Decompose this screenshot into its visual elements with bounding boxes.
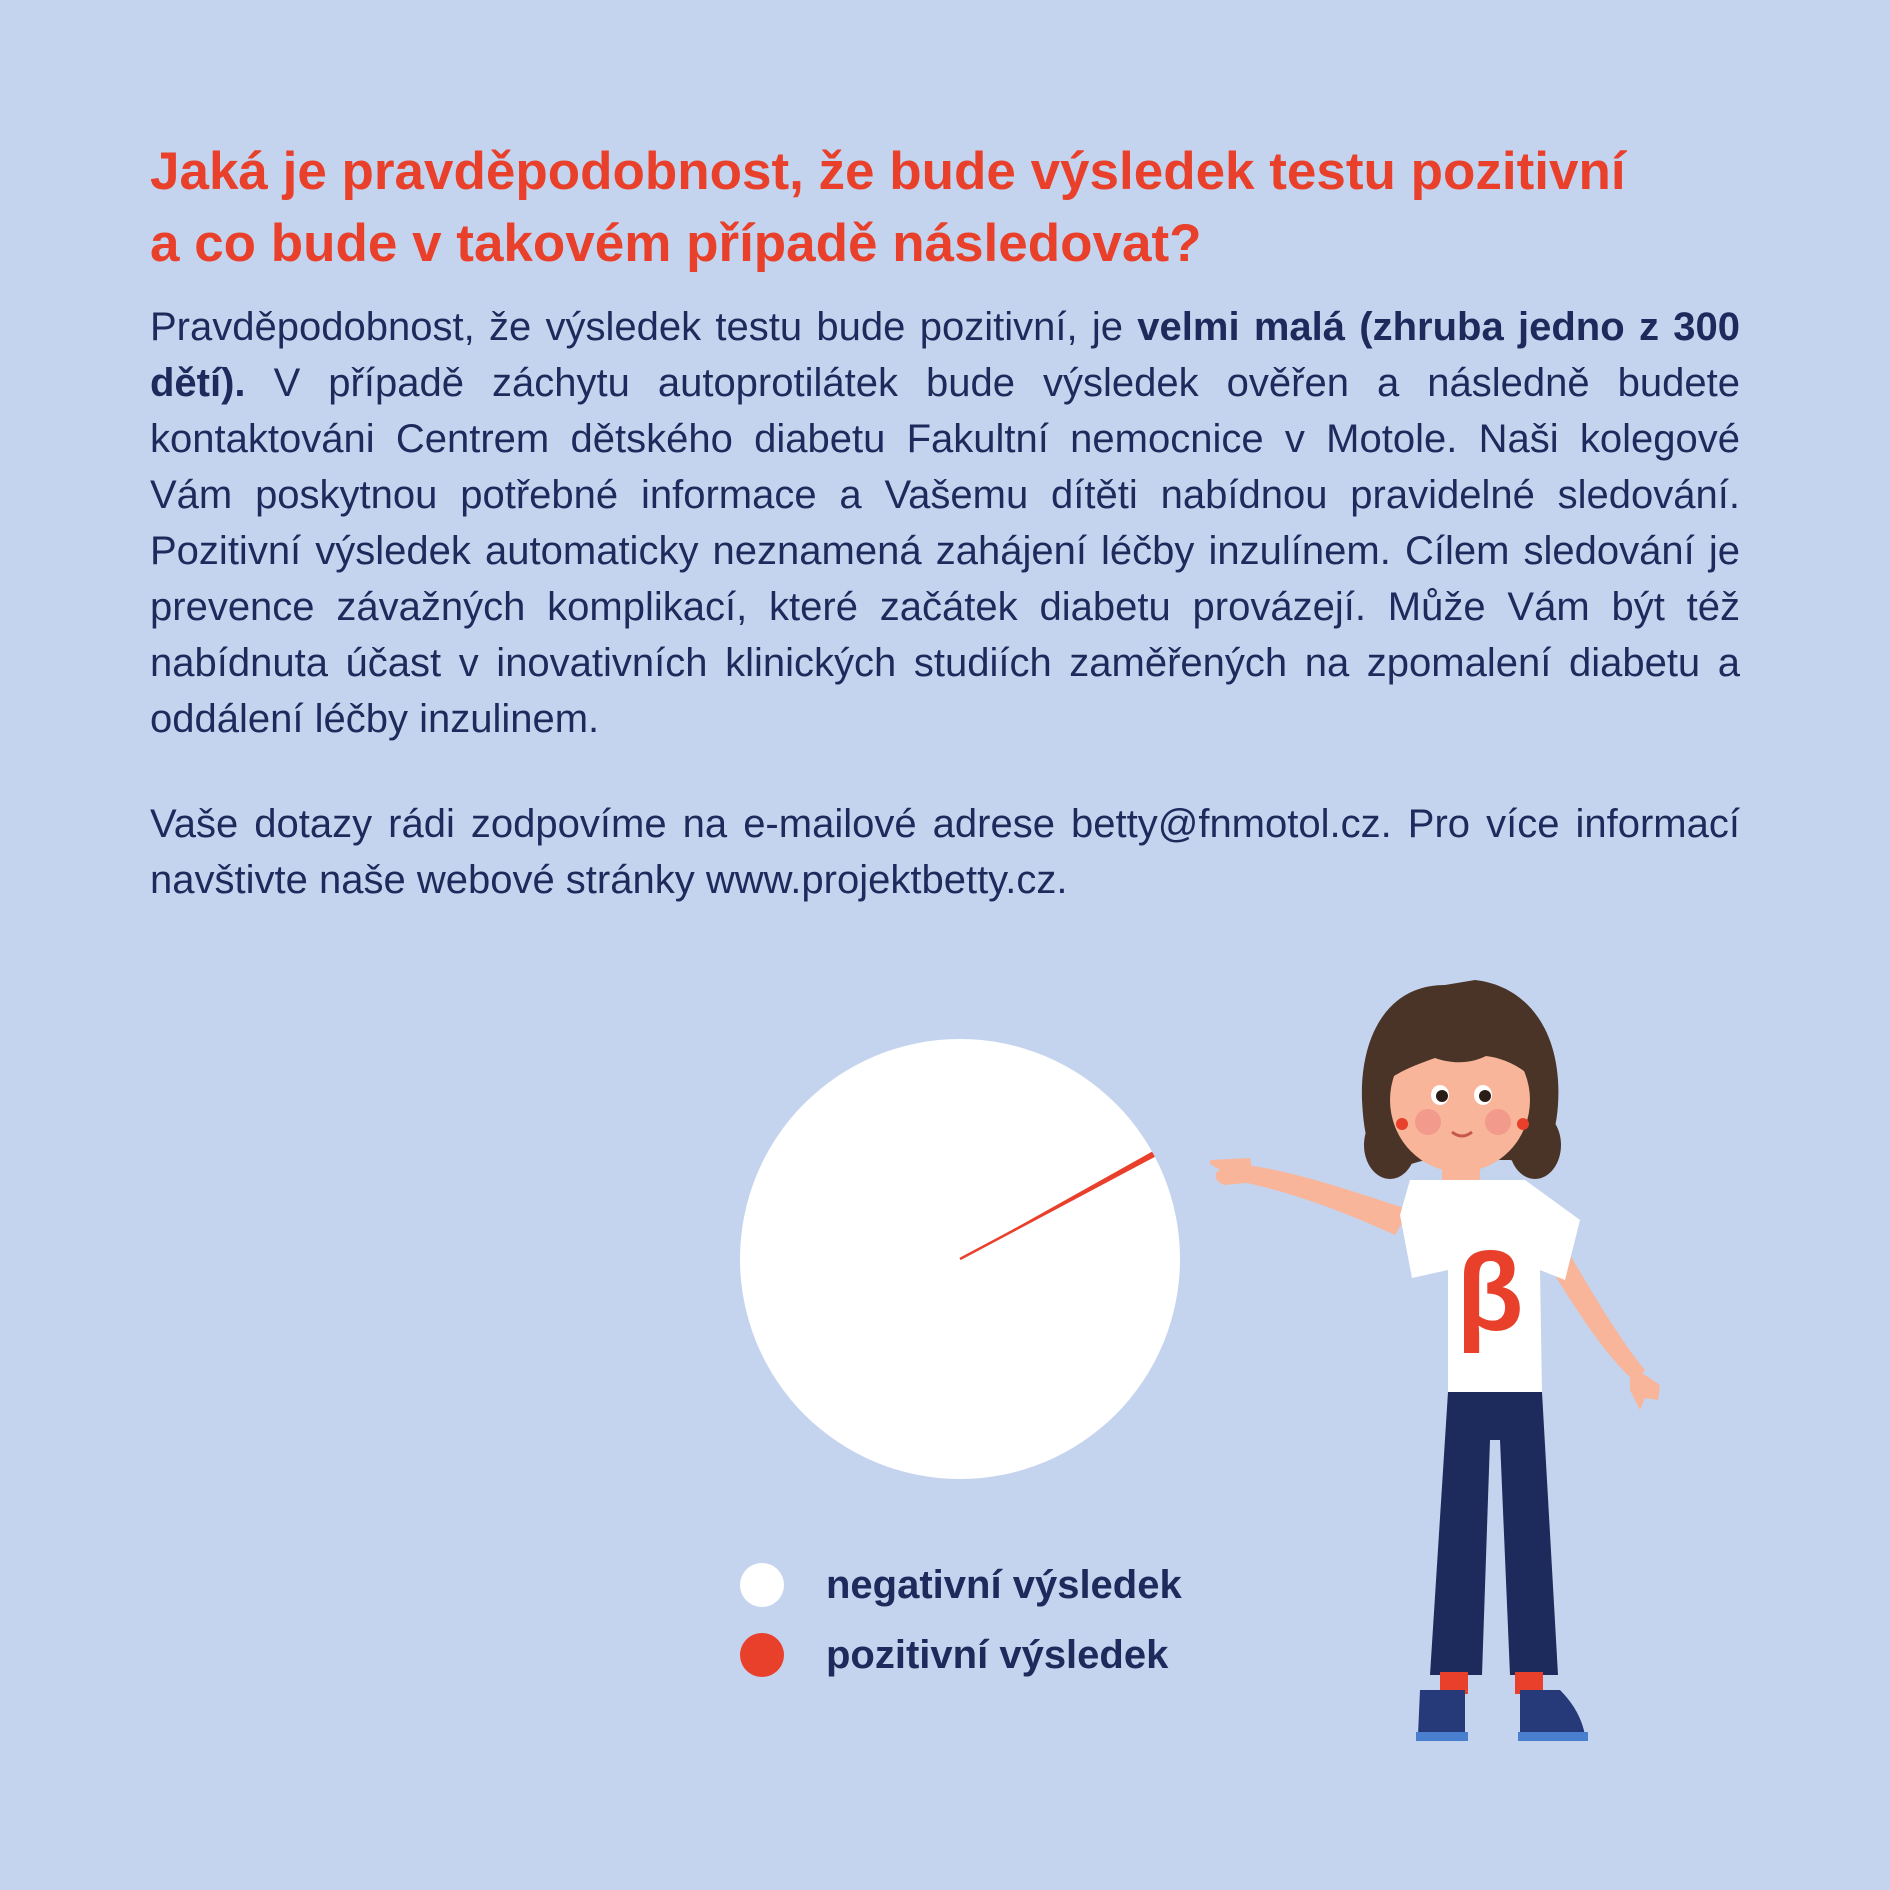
girl-illustration: [1190, 960, 1760, 1750]
body-paragraph: [150, 299, 1740, 747]
title-line-1: Jaká je pravděpodobnost, že bude výsledek testu pozitivní: [150, 142, 1626, 201]
pants: [1430, 1392, 1558, 1675]
sole-left: [1416, 1732, 1468, 1741]
sole-right: [1518, 1732, 1588, 1741]
contact-paragraph: Vaše dotazy rádi zodpovíme na e-mailové adrese betty@fnmotol.cz. Pro více informací navštivte naše webové stránky www.projektbetty.cz.: [150, 802, 1740, 902]
shoe-left: [1418, 1690, 1465, 1735]
cheek-left: [1415, 1109, 1441, 1135]
title-line-2: a co bude v takovém případě následovat?: [150, 214, 1202, 273]
cheek-right: [1485, 1109, 1511, 1135]
hair-tie-right: [1517, 1118, 1529, 1130]
body-intro: Pravděpodobnost, že výsledek testu bude pozitivní, je: [150, 305, 1138, 349]
legend-item-negative: [740, 1550, 1182, 1620]
body-emphasis: velmi malá (zhruba jedno z 300 dětí).: [150, 305, 1740, 405]
page-title: [150, 136, 1750, 280]
body-rest: V případě záchytu autoprotilátek bude výsledek ověřen a následně budete kontaktováni Centrem dětského diabetu Fakultní nemocnice v Motole. Naši kolegové Vám poskytnou potřebné informace a Vašemu dítěti nabídnou pravidelné sledování. Pozitivní výsledek automaticky neznamená zahájení léčby inzulínem. Cílem sledování je prevence závažných komplikací, které začátek diabetu provázejí. Může Vám být též nabídnuta účast v inovativních klinických studiích zaměřených na zpomalení diabetu a oddálení léčby inzulinem.: [150, 361, 1740, 741]
legend-swatch-positive: [740, 1633, 784, 1677]
legend-swatch-negative: [740, 1563, 784, 1607]
pupil-left: [1436, 1090, 1448, 1102]
shirt-symbol: β: [1456, 1231, 1524, 1354]
hand-right: [1630, 1365, 1660, 1410]
hand-pointing: [1210, 1158, 1255, 1185]
legend-label-negative: negativní výsledek: [826, 1562, 1182, 1607]
pie-chart: [740, 1039, 1180, 1479]
shoe-right: [1520, 1690, 1585, 1735]
hair-tie-left: [1396, 1118, 1408, 1130]
chart-legend: [740, 1550, 1182, 1690]
pupil-right: [1479, 1090, 1491, 1102]
legend-item-positive: [740, 1620, 1182, 1690]
legend-label-positive: pozitivní výsledek: [826, 1632, 1169, 1677]
